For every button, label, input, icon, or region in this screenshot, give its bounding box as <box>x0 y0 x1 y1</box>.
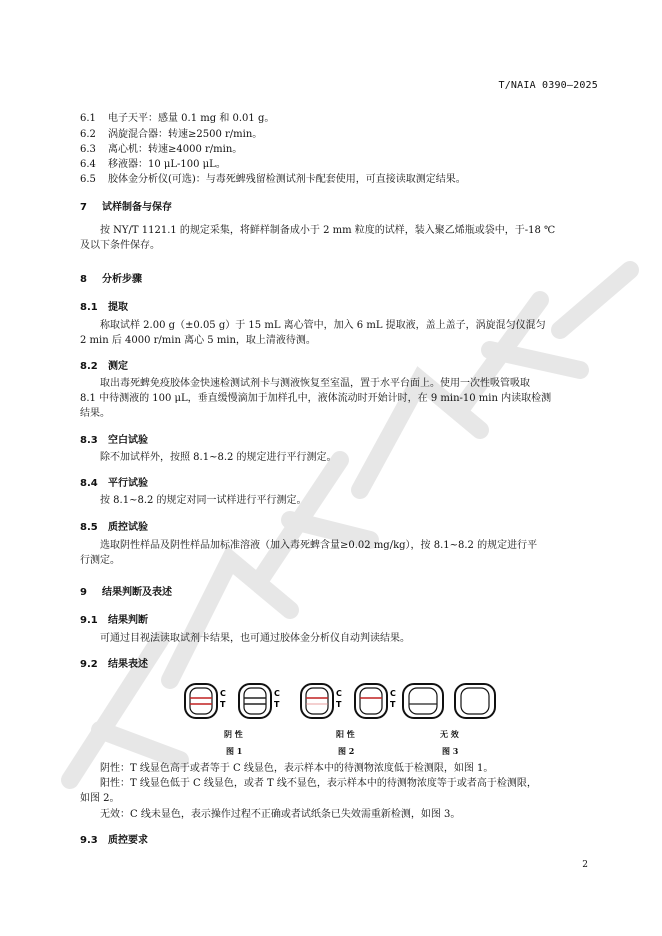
figure-group-label-positive: 阳 性 <box>336 729 355 739</box>
paragraph-line: 除不加试样外，按照 8.1~8.2 的规定进行平行测定。 <box>100 452 337 463</box>
subsection-heading-8-5: 8.5 质控试验 <box>80 522 148 533</box>
paragraph-line: 可通过目视法读取试剂卡结果，也可通过胶体金分析仪自动判读结果。 <box>100 633 410 644</box>
equipment-item: 6.2 涡旋混合器：转速≥2500 r/min。 <box>80 129 263 140</box>
test-card-positive-2 <box>355 684 396 718</box>
subsection-heading-8-2: 8.2 测定 <box>80 361 128 372</box>
figure-caption-2: 图 2 <box>338 746 355 756</box>
section-heading-7: 7 试样制备与保存 <box>80 202 172 213</box>
test-card-invalid-2 <box>455 684 495 718</box>
c-label: C <box>274 689 280 698</box>
test-card-figure <box>184 682 506 722</box>
equipment-item: 6.5 胶体金分析仪(可选)：与毒死蜱残留检测试剂卡配套使用，可直接读取测定结果。 <box>80 174 466 185</box>
paragraph-line: 如图 2。 <box>80 793 120 804</box>
subsection-heading-8-1: 8.1 提取 <box>80 302 128 313</box>
standard-code: T/NAIA 0390—2025 <box>498 80 598 91</box>
paragraph-line: 阴性：T 线显色高于或者等于 C 线显色，表示样本中的待测物浓度低于检测限，如图 1。 <box>100 763 494 774</box>
paragraph-line: 及以下条件保存。 <box>80 240 160 251</box>
test-card-positive-1 <box>301 684 342 718</box>
t-label: T <box>390 700 396 709</box>
paragraph-line: 无效：C 线未显色，表示操作过程不正确或者试纸条已失效需重新检测，如图 3。 <box>100 809 461 820</box>
subsection-heading-8-3: 8.3 空白试验 <box>80 435 148 446</box>
figure-group-label-negative: 阴 性 <box>224 729 243 739</box>
section-heading-8: 8 分析步骤 <box>80 274 142 285</box>
equipment-item: 6.4 移液器：10 μL-100 μL。 <box>80 159 226 170</box>
paragraph-line: 行测定。 <box>80 555 120 566</box>
test-card-negative-2 <box>239 684 280 718</box>
test-card-negative-1 <box>185 684 226 718</box>
paragraph-line: 阳性：T 线显色低于 C 线显色，或者 T 线不显色，表示样本中的待测物浓度等于或者高于检测限， <box>100 778 537 789</box>
t-label: T <box>274 700 280 709</box>
equipment-item: 6.1 电子天平：感量 0.1 mg 和 0.01 g。 <box>80 113 275 124</box>
paragraph-line: 8.1 中待测液的 100 μL，垂直缓慢滴加于加样孔中，液体流动时开始计时，在 9 min-10 min 内读取检测 <box>80 393 552 404</box>
subsection-heading-9-2: 9.2 结果表述 <box>80 659 148 670</box>
c-label: C <box>336 689 342 698</box>
page-number: 2 <box>582 860 588 870</box>
c-label: C <box>390 689 396 698</box>
subsection-heading-8-4: 8.4 平行试验 <box>80 478 148 489</box>
paragraph-line: 按 8.1~8.2 的规定对同一试样进行平行测定。 <box>100 495 307 506</box>
t-label: T <box>336 700 342 709</box>
paragraph-line: 取出毒死蜱免疫胶体金快速检测试剂卡与测液恢复至室温，置于水平台面上。使用一次性吸管吸取 <box>100 378 530 389</box>
test-card-invalid-1 <box>403 684 443 718</box>
figure-caption-1: 图 1 <box>226 746 243 756</box>
subsection-heading-9-3: 9.3 质控要求 <box>80 835 148 846</box>
t-label: T <box>220 700 226 709</box>
figure-caption-3: 图 3 <box>442 746 459 756</box>
paragraph-line: 结果。 <box>80 408 110 419</box>
paragraph-line: 2 min 后 4000 r/min 离心 5 min，取上清液待测。 <box>80 335 316 346</box>
equipment-item: 6.3 离心机：转速≥4000 r/min。 <box>80 144 243 155</box>
paragraph-line: 称取试样 2.00 g（±0.05 g）于 15 mL 离心管中，加入 6 mL 提取液，盖上盖子，涡旋混匀仪混匀 <box>100 320 546 331</box>
figure-group-label-invalid: 无 效 <box>440 729 459 739</box>
subsection-heading-9-1: 9.1 结果判断 <box>80 615 148 626</box>
c-label: C <box>220 689 226 698</box>
paragraph-line: 按 NY/T 1121.1 的规定采集，将鲜样制备成小于 2 mm 粒度的试样，装入聚乙烯瓶或袋中，于-18 ℃ <box>100 225 556 236</box>
section-heading-9: 9 结果判断及表述 <box>80 587 172 598</box>
paragraph-line: 选取阴性样品及阴性样品加标准溶液（加入毒死蜱含量≥0.02 mg/kg），按 8.1~8.2 的规定进行平 <box>100 540 538 551</box>
